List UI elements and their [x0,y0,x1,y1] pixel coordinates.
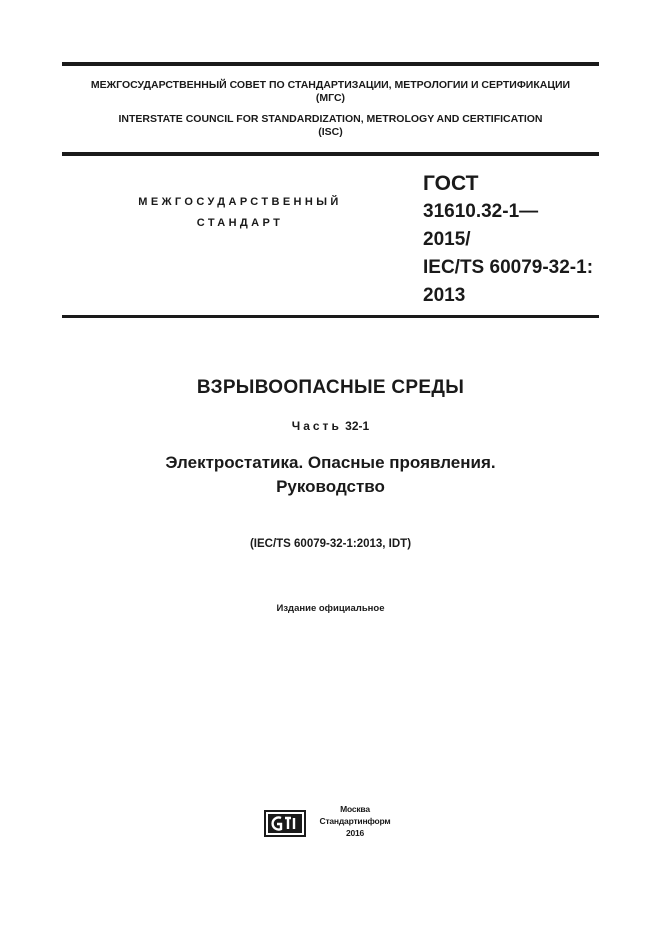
document-subtitle [62,451,599,499]
council-ru-block [62,79,599,105]
designation-line: 2015/ [423,229,471,250]
council-en-name: INTERSTATE COUNCIL FOR STANDARDIZATION, METROLOGY AND CERTIFICATION [118,113,543,125]
top-rule [62,62,599,66]
middle-rule [62,152,599,156]
edition-note: Издание официальное [276,603,385,614]
council-ru-abbr: (МГС) [315,92,346,104]
standard-type-line1: МЕЖГОСУДАРСТВЕННЫЙ [138,196,342,208]
standard-type [90,192,390,234]
subtitle-line2: Руководство [276,477,385,496]
imprint-year: 2016 [345,828,365,838]
designation-line: ГОСТ [423,172,479,195]
part-heading [62,419,599,433]
designation-line: IEC/TS 60079-32-1: [423,257,594,278]
standard-designation [423,170,623,310]
part-number: 32-1 [345,419,370,433]
imprint-city: Москва [340,804,370,814]
bottom-rule [62,315,599,318]
standartinform-logo-icon [264,810,306,837]
council-ru-name: МЕЖГОСУДАРСТВЕННЫЙ СОВЕТ ПО СТАНДАРТИЗАЦИИ, МЕТРОЛОГИИ И СЕРТИФИКАЦИИ [90,79,571,91]
equivalence-note: (IEC/TS 60079-32-1:2013, IDT) [249,538,412,550]
council-en-block [62,113,599,139]
designation-line: 2013 [423,285,466,306]
part-label: Часть [291,419,342,433]
subtitle-line1: Электростатика. Опасные проявления. [165,453,496,472]
publisher-imprint [307,803,403,839]
designation-line: 31610.32-1— [423,201,539,222]
document-title: ВЗРЫВООПАСНЫЕ СРЕДЫ [196,377,465,398]
imprint-publisher: Стандартинформ [319,816,391,826]
council-en-abbr: (ISC) [318,126,343,138]
standard-type-line2: СТАНДАРТ [196,217,284,229]
